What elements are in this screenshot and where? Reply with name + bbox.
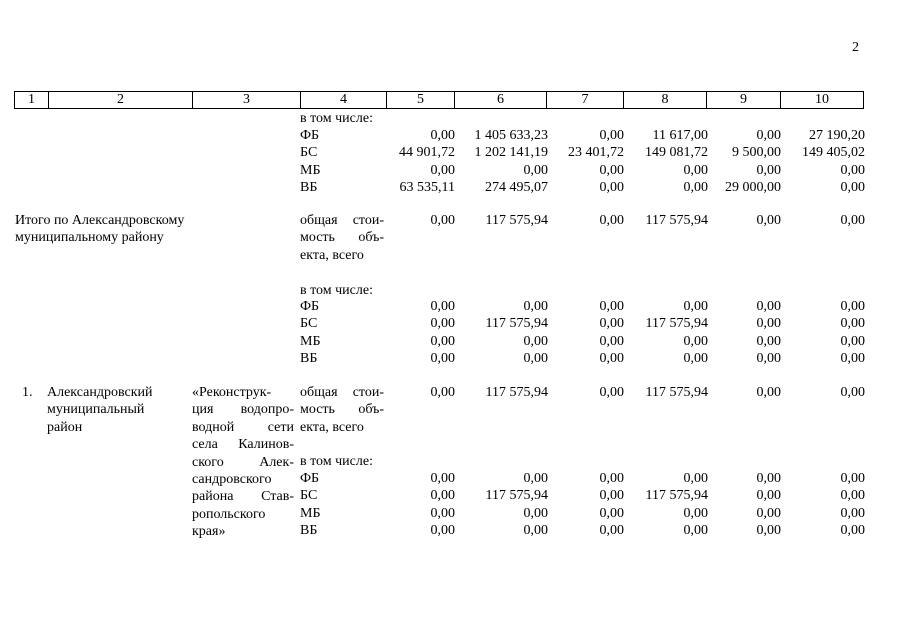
item-object-line: села Калинов-	[192, 437, 294, 453]
item-row-value-col6: 0,00	[523, 523, 548, 539]
item-object-line: сандровского	[192, 472, 272, 487]
column-header-7: 7	[547, 92, 624, 109]
column-header-3: 3	[193, 92, 301, 109]
item-row-value-col7: 0,00	[599, 471, 624, 486]
item-row-value-col9: 0,00	[756, 505, 781, 521]
column-header-2: 2	[49, 92, 193, 109]
item-number: 1.	[22, 385, 33, 400]
page-number: 2	[852, 40, 859, 55]
top-fund-label: МБ	[300, 162, 321, 178]
itogo-row-value-col5: 0,00	[430, 299, 455, 314]
item-total-value-col10: 0,00	[840, 385, 865, 400]
top-row-value-col8: 149 081,72	[645, 145, 708, 161]
item-row-value-col8: 0,00	[683, 471, 708, 486]
top-row-value-col10: 0,00	[840, 162, 865, 178]
item-row-value-col5: 0,00	[430, 471, 455, 486]
item-incl-label: в том числе:	[300, 454, 373, 469]
top-row-value-col5: 0,00	[430, 162, 455, 178]
itogo-row-value-col10: 0,00	[840, 299, 865, 314]
item-object-line: ропольского	[192, 506, 266, 522]
item-row-value-col5: 0,00	[430, 488, 455, 504]
itogo-row-value-col10: 0,00	[840, 351, 865, 367]
item-row-value-col9: 0,00	[756, 471, 781, 486]
item-row-value-col6: 117 575,94	[485, 488, 548, 504]
item-total-value-col8: 117 575,94	[645, 385, 708, 400]
item-total-value-col9: 0,00	[756, 385, 781, 400]
item-fund-label: БС	[300, 488, 318, 504]
top-row-value-col9: 29 000,00	[725, 180, 781, 196]
item-object-line: водной сети	[192, 419, 294, 435]
item-object-line: района Став-	[192, 489, 294, 505]
itogo-row-value-col10: 0,00	[840, 316, 865, 332]
item-object-line: ского Алек-	[192, 454, 294, 470]
item-row-value-col7: 0,00	[599, 505, 624, 521]
itogo-row-value-col8: 0,00	[683, 333, 708, 349]
itogo-row-value-col10: 0,00	[840, 333, 865, 349]
itogo-row-value-col5: 0,00	[430, 351, 455, 367]
itogo-row-value-col9: 0,00	[756, 316, 781, 332]
top-row-value-col10: 0,00	[840, 180, 865, 196]
item-row-value-col8: 0,00	[683, 523, 708, 539]
item-row-value-col7: 0,00	[599, 523, 624, 539]
top-row-value-col7: 0,00	[599, 128, 624, 143]
itogo-row-value-col7: 0,00	[599, 333, 624, 349]
top-row-value-col8: 0,00	[683, 162, 708, 178]
column-header-6: 6	[455, 92, 547, 109]
item-object-line: ция водопро-	[192, 402, 294, 418]
item-municipality-line: район	[47, 419, 83, 435]
top-row-value-col9: 0,00	[756, 162, 781, 178]
top-row-value-col7: 23 401,72	[568, 145, 624, 161]
column-header-4: 4	[301, 92, 387, 109]
item-row-value-col9: 0,00	[756, 523, 781, 539]
top-row-value-col6: 0,00	[523, 162, 548, 178]
itogo-row-value-col6: 0,00	[523, 299, 548, 314]
item-row-value-col7: 0,00	[599, 488, 624, 504]
itogo-row-value-col6: 0,00	[523, 351, 548, 367]
itogo-total-value-col6: 117 575,94	[485, 213, 548, 228]
item-total-value-col7: 0,00	[599, 385, 624, 400]
itogo-total-value-col8: 117 575,94	[645, 213, 708, 228]
top-row-value-col6: 274 495,07	[485, 180, 548, 196]
top-incl-label: в том числе:	[300, 111, 373, 126]
column-header-1: 1	[15, 92, 49, 109]
itogo-total-value-col10: 0,00	[840, 213, 865, 228]
item-fund-label: МБ	[300, 505, 321, 521]
itogo-description-line: екта, всего	[300, 247, 364, 263]
itogo-fund-label: МБ	[300, 333, 321, 349]
item-row-value-col8: 0,00	[683, 505, 708, 521]
item-row-value-col9: 0,00	[756, 488, 781, 504]
item-row-value-col5: 0,00	[430, 523, 455, 539]
top-row-value-col8: 11 617,00	[652, 128, 708, 143]
itogo-title-line: муниципальному району	[15, 230, 164, 246]
item-row-value-col10: 0,00	[840, 471, 865, 486]
top-row-value-col9: 0,00	[756, 128, 781, 143]
itogo-row-value-col9: 0,00	[756, 299, 781, 314]
itogo-row-value-col9: 0,00	[756, 351, 781, 367]
item-row-value-col5: 0,00	[430, 505, 455, 521]
itogo-row-value-col8: 0,00	[683, 351, 708, 367]
itogo-row-value-col6: 117 575,94	[485, 316, 548, 332]
itogo-title-line: Итого по Александровскому	[15, 213, 185, 228]
itogo-fund-label: ФБ	[300, 299, 320, 314]
itogo-total-value-col9: 0,00	[756, 213, 781, 228]
itogo-row-value-col5: 0,00	[430, 333, 455, 349]
itogo-description-line: мость объ-	[300, 230, 384, 246]
itogo-row-value-col7: 0,00	[599, 299, 624, 314]
itogo-fund-label: БС	[300, 316, 318, 332]
top-row-value-col6: 1 405 633,23	[474, 128, 548, 143]
itogo-row-value-col7: 0,00	[599, 316, 624, 332]
item-row-value-col10: 0,00	[840, 523, 865, 539]
top-row-value-col5: 63 535,11	[399, 180, 455, 196]
top-fund-label: ФБ	[300, 128, 320, 143]
column-header-8: 8	[624, 92, 707, 109]
top-row-value-col5: 0,00	[430, 128, 455, 143]
top-row-value-col7: 0,00	[599, 162, 624, 178]
item-row-value-col8: 117 575,94	[645, 488, 708, 504]
itogo-incl-label: в том числе:	[300, 283, 373, 298]
item-municipality-line: муниципальный	[47, 402, 145, 418]
column-header-table	[14, 91, 864, 109]
top-row-value-col6: 1 202 141,19	[474, 145, 548, 161]
item-fund-label: ФБ	[300, 471, 320, 486]
item-description-line: мость объ-	[300, 402, 384, 418]
item-row-value-col6: 0,00	[523, 505, 548, 521]
top-row-value-col5: 44 901,72	[399, 145, 455, 161]
itogo-row-value-col8: 117 575,94	[645, 316, 708, 332]
itogo-total-value-col7: 0,00	[599, 213, 624, 228]
item-row-value-col6: 0,00	[523, 471, 548, 486]
itogo-row-value-col6: 0,00	[523, 333, 548, 349]
top-fund-label: ВБ	[300, 180, 318, 196]
itogo-row-value-col9: 0,00	[756, 333, 781, 349]
item-object-line: края»	[192, 524, 226, 540]
top-row-value-col7: 0,00	[599, 180, 624, 196]
top-row-value-col9: 9 500,00	[732, 145, 781, 161]
top-row-value-col8: 0,00	[683, 180, 708, 196]
item-fund-label: ВБ	[300, 523, 318, 539]
column-header-10: 10	[781, 92, 864, 109]
itogo-row-value-col8: 0,00	[683, 299, 708, 314]
itogo-fund-label: ВБ	[300, 351, 318, 367]
item-municipality-line: Александровский	[47, 385, 153, 400]
item-object-line: «Реконструк-	[192, 385, 272, 400]
itogo-description-line: общая стои-	[300, 213, 384, 228]
top-fund-label: БС	[300, 145, 318, 161]
item-row-value-col10: 0,00	[840, 505, 865, 521]
itogo-row-value-col7: 0,00	[599, 351, 624, 367]
item-total-value-col6: 117 575,94	[485, 385, 548, 400]
itogo-total-value-col5: 0,00	[430, 213, 455, 228]
item-description-line: общая стои-	[300, 385, 384, 400]
itogo-row-value-col5: 0,00	[430, 316, 455, 332]
column-header-9: 9	[707, 92, 781, 109]
item-row-value-col10: 0,00	[840, 488, 865, 504]
top-row-value-col10: 27 190,20	[809, 128, 865, 143]
top-row-value-col10: 149 405,02	[802, 145, 865, 161]
item-description-line: екта, всего	[300, 419, 364, 435]
item-total-value-col5: 0,00	[430, 385, 455, 400]
column-header-5: 5	[387, 92, 455, 109]
